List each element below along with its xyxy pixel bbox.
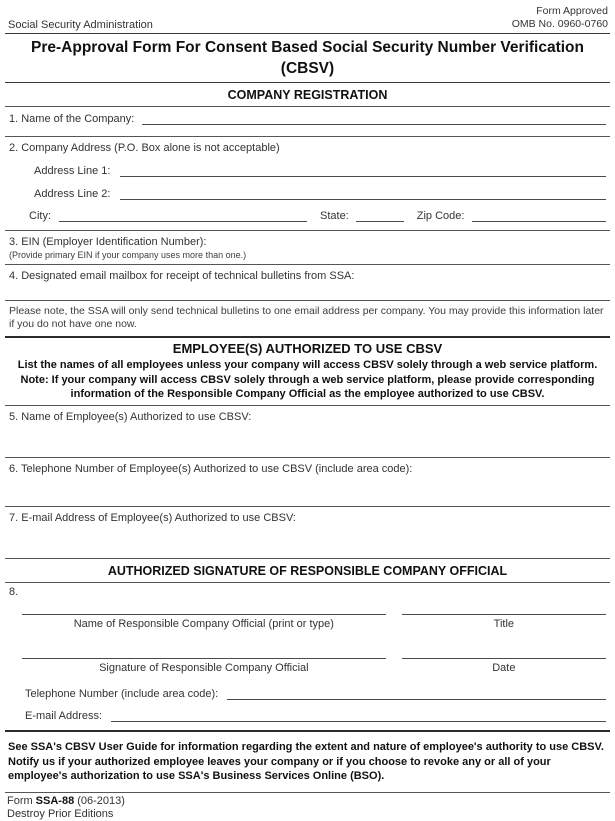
q5-answer-area[interactable] — [9, 423, 606, 453]
q1-label: 1. Name of the Company: — [9, 113, 135, 126]
address-line2-row — [34, 187, 606, 200]
form-title: Pre-Approval Form For Consent Based Social Security Number Verification — [31, 39, 584, 57]
city-label: City: — [29, 210, 51, 223]
zip-label: Zip Code: — [416, 210, 465, 223]
official-phone-row — [25, 687, 606, 700]
q4-label: 4. Designated email mailbox for receipt of technical bulletins from SSA: — [9, 270, 355, 283]
official-title-field[interactable] — [402, 600, 606, 615]
question-1 — [5, 107, 610, 137]
official-title-caption: Title — [493, 618, 515, 631]
q4-answer-area[interactable] — [9, 282, 606, 296]
omb-number: OMB No. 0960-0760 — [511, 18, 608, 31]
address-line2-label: Address Line 2: — [34, 188, 111, 201]
question-8 — [5, 583, 610, 732]
signature-date-field[interactable] — [402, 644, 606, 659]
city-state-zip-row — [29, 209, 606, 222]
official-email-row — [25, 709, 606, 722]
destroy-prior-editions: Destroy Prior Editions — [7, 808, 114, 821]
q5-label: 5. Name of Employee(s) Authorized to use CBSV: — [9, 411, 252, 424]
form-id-line — [5, 792, 610, 807]
official-signature-cell — [22, 644, 386, 674]
form-title-block — [5, 34, 610, 83]
footer-notice: See SSA's CBSV User Guide for information regarding the extent and nature of employee's authority to use CBSV. Notify us if your authorized employee leaves your company or if you choose to revoke any or all of your employee's authorization to use SSA's Business Services Online (BSO). — [8, 741, 604, 782]
q3-label: 3. EIN (Employer Identification Number): — [9, 236, 207, 249]
q7-label: 7. E-mail Address of Employee(s) Authorized to use CBSV: — [9, 512, 296, 525]
signature-date-caption: Date — [492, 662, 516, 675]
official-name-caption: Name of Responsible Company Official (print or type) — [73, 618, 334, 631]
official-phone-label: Telephone Number (include area code): — [25, 688, 219, 701]
bulletin-note: Please note, the SSA will only send technical bulletins to one email address per company. You may provide this information later if you do not have one now. — [5, 301, 610, 338]
form-approved-text: Form Approved — [536, 5, 608, 17]
section-header-company-registration: COMPANY REGISTRATION — [5, 83, 610, 107]
question-4 — [5, 265, 610, 301]
section-header-signature: AUTHORIZED SIGNATURE OF RESPONSIBLE COMPANY OFFICIAL — [5, 559, 610, 583]
official-signature-caption: Signature of Responsible Company Official — [99, 662, 309, 675]
q6-label: 6. Telephone Number of Employee(s) Authorized to use CBSV (include area code): — [9, 463, 413, 476]
address-line1-label: Address Line 1: — [34, 165, 111, 178]
form-word: Form — [7, 795, 33, 808]
official-signature-field[interactable] — [22, 644, 386, 659]
q2-label: 2. Company Address (P.O. Box alone is not acceptable) — [9, 142, 280, 155]
signature-grid-row2 — [9, 644, 606, 674]
official-email-label: E-mail Address: — [25, 710, 103, 723]
employees-instructions: List the names of all employees unless your company will access CBSV solely through a web service platform. Note: If your company will access CBSV solely through a web service platform, please provide corresponding information of the Responsible Company Official as the employee authorized to use CBSV. — [5, 357, 610, 406]
top-bar — [5, 3, 610, 34]
form-number: SSA-88 — [35, 795, 75, 808]
question-6 — [5, 458, 610, 507]
zip-field[interactable] — [472, 209, 606, 222]
state-label: State: — [320, 210, 349, 223]
q3-subnote: (Provide primary EIN if your company uses more than one.) — [9, 250, 247, 261]
q6-answer-area[interactable] — [9, 475, 606, 502]
address-line2-field[interactable] — [120, 187, 606, 200]
state-field[interactable] — [356, 209, 404, 222]
signature-grid-row1 — [9, 600, 606, 630]
form-edition: (06-2013) — [77, 795, 125, 808]
q7-answer-area[interactable] — [9, 524, 606, 554]
question-3 — [5, 231, 610, 265]
question-7 — [5, 507, 610, 559]
official-title-cell — [402, 600, 606, 630]
form-approved-block — [512, 5, 608, 31]
signature-date-cell — [402, 644, 606, 674]
question-2 — [5, 137, 610, 231]
agency-name: Social Security Administration — [8, 19, 153, 32]
official-email-field[interactable] — [111, 709, 606, 722]
official-phone-field[interactable] — [227, 687, 606, 700]
section-header-employees: EMPLOYEE(S) AUTHORIZED TO USE CBSV — [172, 341, 443, 357]
q8-number: 8. — [9, 586, 19, 599]
official-name-field[interactable] — [22, 600, 386, 615]
address-line1-row — [34, 164, 606, 177]
form-title-abbr: (CBSV) — [280, 59, 335, 77]
company-name-line[interactable] — [142, 112, 606, 125]
city-field[interactable] — [59, 209, 307, 222]
question-5 — [5, 406, 610, 458]
official-name-cell — [22, 600, 386, 630]
address-line1-field[interactable] — [120, 164, 606, 177]
